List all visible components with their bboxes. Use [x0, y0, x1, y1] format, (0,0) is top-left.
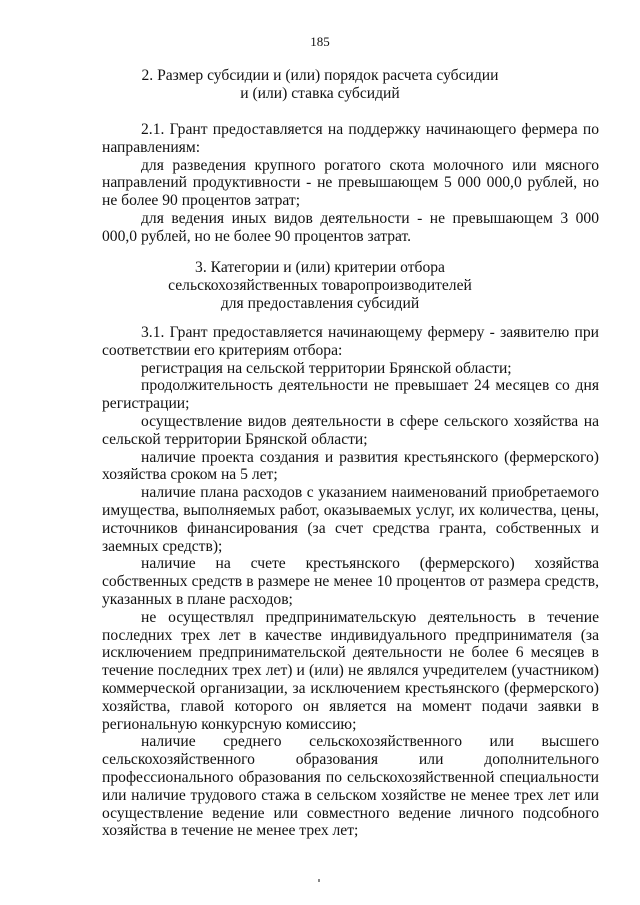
page-number: 185	[310, 34, 330, 49]
paragraph: осуществление видов деятельности в сфере сельского хозяйства на сельской территории Брянской области;	[102, 412, 599, 448]
paragraph: для ведения иных видов деятельности - не превышающем 3 000 000,0 рублей, но не более 90 процентов затрат.	[102, 209, 599, 245]
paragraph: регистрация на сельской территории Брянской области;	[141, 359, 512, 377]
paragraph: наличие на счете крестьянского (фермерского) хозяйства собственных средств в размере не менее 10 процентов от размера средств, указанных в плане расходов;	[102, 555, 599, 608]
paragraph: не осуществлял предпринимательскую деятельность в течение последних трех лет в качестве индивидуального предпринимателя (за исключением предпринимательской деятельности не более 6 месяцев в течение последних трех лет) и (или) не являлся учредителем (участником) коммерческой организации, за исключением крестьянского (фермерского) хозяйства, главой которого он является на момент подачи заявки в региональную конкурсную комиссию;	[102, 608, 599, 733]
paragraph: 3.1. Грант предоставляется начинающему фермеру - заявителю при соответствии его критериям отбора:	[102, 324, 599, 359]
paragraph: 2.1. Грант предоставляется на поддержку начинающего фермера по направлениям:	[102, 121, 599, 156]
paragraph: наличие плана расходов с указанием наименований приобретаемого имущества, выполняемых работ, оказываемых услуг, их количества, цены, источников финансирования (за счет средства гранта, собственных и заемных средств);	[102, 484, 599, 555]
paragraph: наличие проекта создания и развития крестьянского (фермерского) хозяйства сроком на 5 лет;	[102, 448, 599, 484]
section-2-heading	[0, 67, 640, 103]
heading-line: и (или) ставка субсидий	[240, 84, 400, 102]
heading-line: сельскохозяйственных товаропроизводителей	[168, 276, 472, 294]
scan-artifact	[318, 879, 320, 882]
heading-line: для предоставления субсидий	[220, 294, 420, 312]
paragraph: продолжительность деятельности не превышает 24 месяцев со дня регистрации;	[102, 377, 599, 413]
heading-line: 2. Размер субсидии и (или) порядок расчета субсидии	[141, 67, 499, 84]
paragraph: для разведения крупного рогатого скота молочного или мясного направлений продуктивности - не превышающем 5 000 000,0 рублей, но не более 90 процентов затрат;	[102, 156, 599, 210]
section-3-body	[102, 324, 599, 840]
paragraph: наличие среднего сельскохозяйственного или высшего сельскохозяйственного образования или дополнительного профессионального образования по сельскохозяйственной специальности или наличие трудового стажа в сельском хозяйстве не менее трех лет или осуществление ведение или совместного ведение личного подсобного хозяйства в течение не менее трех лет;	[102, 733, 599, 840]
section-3-heading	[0, 259, 640, 312]
heading-line: 3. Категории и (или) критерии отбора	[195, 259, 445, 276]
section-2-body	[102, 121, 599, 246]
